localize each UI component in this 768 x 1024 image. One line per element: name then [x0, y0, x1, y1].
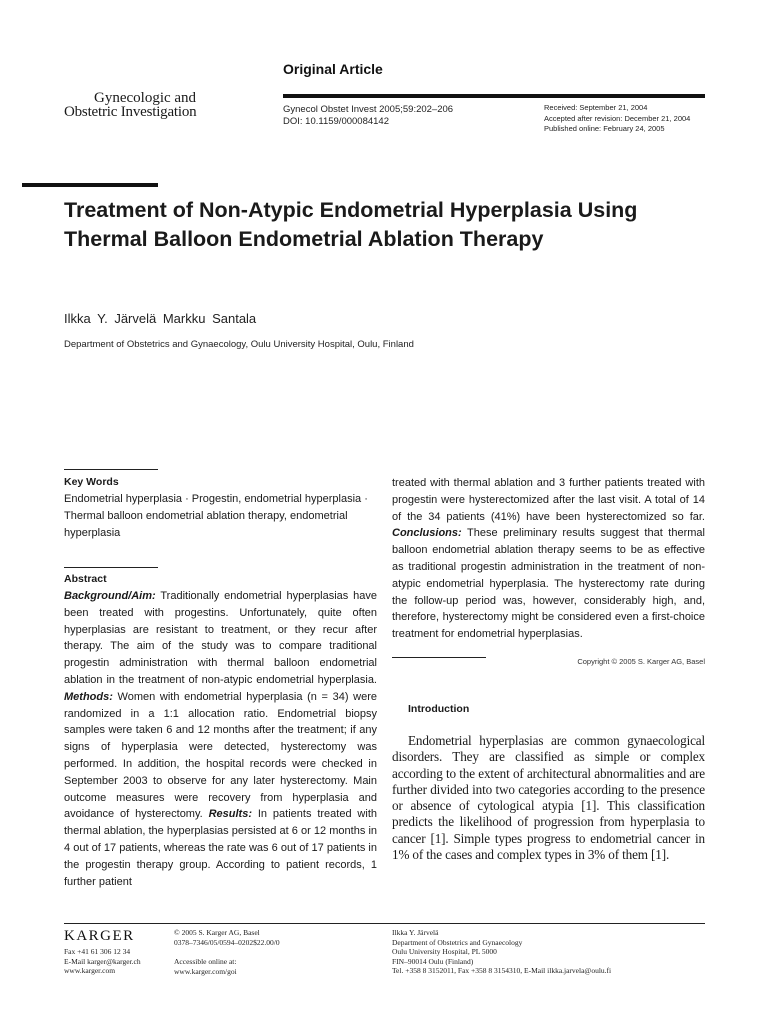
footer-copyright	[174, 928, 280, 947]
abstract-results-continued: treated with thermal ablation and 3 further patients treated with progestin were hysterectomized after the last visit. A total of 14 of the 34 patients (41%) have been hysterectomized so far.	[392, 477, 705, 523]
publisher-fax: Fax +41 61 306 12 34	[64, 947, 131, 956]
title-rule	[22, 183, 158, 187]
abstract-background-text: Traditionally endometrial hyperplasias have been treated with progestins. Unfortunately, quite often hyperplasias are resistant to treatment, or they recur after therapy. The aim of the study was to compare traditional progestin administration with thermal balloon endometrial ablation in the treatment of non-atypic endometrial hyperplasia.	[64, 590, 377, 686]
footer-access-link[interactable]: www.karger.com/goi	[174, 966, 237, 976]
correspondence-address	[392, 928, 611, 976]
correspondence-hospital: Oulu University Hospital, PL 5000	[392, 947, 497, 957]
correspondence-name: Ilkka Y. Järvelä	[392, 928, 439, 937]
abstract-methods-text: Women with endometrial hyperplasia (n = 34) were randomized in a 1:1 allocation ratio. Endometrial biopsy samples were taken 6 and 12 months after the treatment; if any signs of hyperplasia were detected, hysterectomy was performed. In addition, the hospital records were checked in September 2003 to observe for any later hysterectomy. Main outcome measures were recovery from hyperplasia and avoidance of hysterectomy.	[64, 690, 377, 821]
footer-access	[174, 957, 237, 976]
keywords-heading: Key Words	[64, 476, 119, 488]
abstract-conclusions-text: These preliminary results suggest that thermal balloon endometrial ablation therapy seems to be as effective as traditional progestin administration in the treatment of non-atypic endometrial hyperplasia. The hysterectomy rate during the follow-up period was, however, considerably high, and, therefore, hysterectomy might be considered even a first-choice treatment for endometrial hyperplasias.	[392, 527, 705, 641]
publisher-contact	[64, 947, 141, 976]
correspondence-dept: Department of Obstetrics and Gynaecology	[392, 937, 523, 947]
correspondence-contact[interactable]: Tel. +358 8 3152011, Fax +358 8 3154310, E-Mail ilkka.jarvela@oulu.fi	[392, 966, 612, 976]
introduction-text: Endometrial hyperplasias are common gynaecological disorders. They are classified as simple or complex according to the extent of architectural abnormalities and are further divided into two categories according to the presence or absence of cytological atypia [1]. This classification predicts the likelihood of progression from hyperplasia to cancer [1]. Simple types progress to endometrial cancer in 1% of the cases and complex types in 3% of them [1].	[392, 733, 705, 863]
abstract-results-text: In patients treated with thermal ablation, the hyperplasias persisted at 6 or 12 months in 4 out of 17 patients, whereas the rate was 6 out of 17 patients in the progestin therapy group. According to patient records, 1 further patient	[64, 808, 377, 888]
footer-code-line: 0378–7346/05/0594–0202$22.00/0	[174, 937, 280, 947]
abstract-rule	[64, 567, 158, 568]
correspondence-city: FIN–90014 Oulu (Finland)	[392, 956, 474, 966]
date-published: Published online: February 24, 2005	[544, 124, 665, 133]
authors: Ilkka Y. Järvelä Markku Santala	[64, 311, 257, 326]
affiliation: Department of Obstetrics and Gynaecology, Oulu University Hospital, Oulu, Finland	[64, 339, 414, 350]
header-rule	[283, 94, 705, 98]
abstract-heading: Abstract	[64, 573, 107, 585]
abstract-text-right	[392, 475, 705, 643]
publisher-logo: KARGER	[64, 928, 135, 944]
journal-logo: Gynecologic and Obstetric Investigation	[64, 90, 197, 120]
footer-rule	[64, 923, 705, 924]
article-type: Original Article	[283, 61, 383, 77]
abstract-copyright: Copyright © 2005 S. Karger AG, Basel	[577, 657, 705, 666]
keywords-rule	[64, 469, 158, 470]
keywords-text: Endometrial hyperplasia · Progestin, endometrial hyperplasia · Thermal balloon endometrial ablation therapy, endometrial hyperplasia	[64, 493, 368, 539]
abstract-background-label: Background/Aim:	[64, 590, 156, 602]
article-dates	[544, 103, 690, 135]
introduction-heading: Introduction	[408, 703, 470, 715]
citation-reference: Gynecol Obstet Invest 2005;59:202–206	[283, 104, 454, 115]
date-accepted: Accepted after revision: December 21, 2004	[544, 113, 691, 123]
abstract-results-label: Results:	[208, 808, 252, 821]
date-received: Received: September 21, 2004	[544, 103, 648, 112]
citation	[283, 104, 453, 128]
abstract-conclusions-label: Conclusions:	[392, 527, 462, 540]
publisher-website[interactable]: www.karger.com	[64, 966, 116, 976]
abstract-methods-label: Methods:	[64, 690, 113, 703]
footer-access-label: Accessible online at:	[174, 957, 237, 966]
article-title: Treatment of Non-Atypic Endometrial Hyperplasia Using Thermal Balloon Endometrial Ablation Therapy	[64, 198, 638, 251]
abstract-text-left	[64, 588, 377, 890]
citation-doi[interactable]: DOI: 10.1159/000084142	[283, 116, 389, 127]
publisher-email[interactable]: E-Mail karger@karger.ch	[64, 956, 141, 966]
footer-copyright-line: © 2005 S. Karger AG, Basel	[174, 928, 260, 937]
